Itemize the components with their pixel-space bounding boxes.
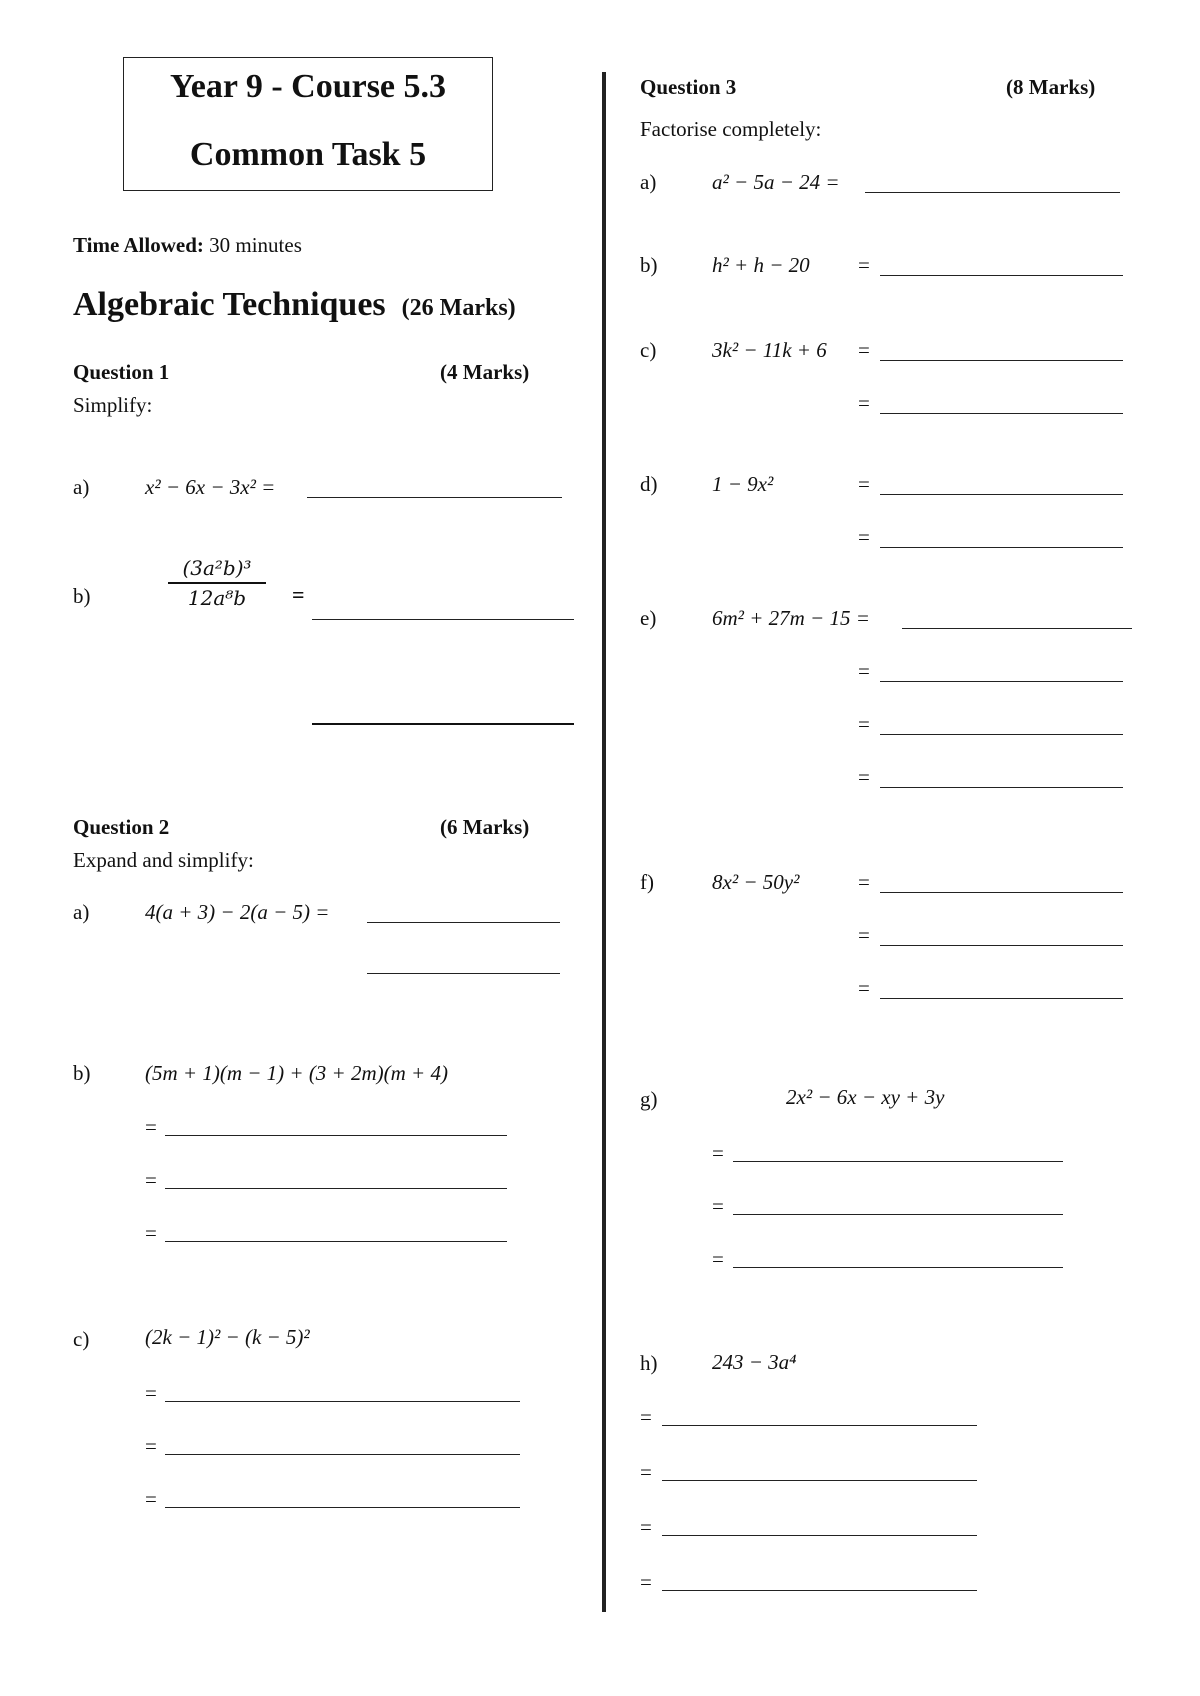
q3-e-answer-line-4[interactable] <box>880 787 1123 788</box>
q1-b-answer-line-1[interactable] <box>312 619 574 620</box>
q2-b-expression: (5m + 1)(m − 1) + (3 + 2m)(m + 4) <box>145 1061 448 1085</box>
q2-b-answer-line-1[interactable] <box>165 1135 507 1136</box>
q3-d-answer-line-1[interactable] <box>880 494 1123 495</box>
q3-c-equals-2: = <box>858 391 870 415</box>
q2-a-answer-line-2[interactable] <box>367 973 560 974</box>
q2-a-answer-line-1[interactable] <box>367 922 560 923</box>
q3-e-equals-2: = <box>858 659 870 683</box>
q3-title: Question 3 <box>640 75 737 99</box>
q1-b-denominator: 12a⁸b <box>187 586 247 610</box>
q3-e-equals-3: = <box>858 712 870 736</box>
q3-h-answer-line-3[interactable] <box>662 1535 977 1536</box>
q3-a-expression: a² − 5a − 24 = <box>712 170 840 194</box>
q2-marks: (6 Marks) <box>440 815 530 839</box>
q2-c-answer-line-3[interactable] <box>165 1507 520 1508</box>
q3-b-expression: h² + h − 20 <box>712 253 810 277</box>
course-title: Year 9 - Course 5.3 <box>169 68 447 105</box>
q3-e-answer-line-3[interactable] <box>880 734 1123 735</box>
q1-a-label: a) <box>73 475 90 499</box>
q3-e-answer-line-2[interactable] <box>880 681 1123 682</box>
q3-marks: (8 Marks) <box>1006 75 1096 99</box>
q2-c-label: c) <box>73 1327 90 1351</box>
q2-c-equals-2: = <box>145 1434 157 1458</box>
q3-f-equals-3: = <box>858 976 870 1000</box>
q3-c-answer-line-1[interactable] <box>880 360 1123 361</box>
q2-c-answer-line-1[interactable] <box>165 1401 520 1402</box>
q2-b-equals-2: = <box>145 1168 157 1192</box>
q3-b-label: b) <box>640 253 658 277</box>
time-allowed <box>73 233 302 258</box>
q2-c-equals-1: = <box>145 1381 157 1405</box>
q3-b-equals: = <box>858 253 870 277</box>
q1-marks: (4 Marks) <box>440 360 530 384</box>
q3-f-equals-1: = <box>858 870 870 894</box>
q2-title: Question 2 <box>73 815 170 839</box>
q1-instruction: Simplify: <box>73 393 153 417</box>
q2-b-answer-line-2[interactable] <box>165 1188 507 1189</box>
column-divider <box>602 72 606 1612</box>
q2-instruction: Expand and simplify: <box>73 848 254 872</box>
q3-e-label: e) <box>640 606 657 630</box>
q2-b-label: b) <box>73 1061 91 1085</box>
q3-b-answer-line[interactable] <box>880 275 1123 276</box>
q3-f-equals-2: = <box>858 923 870 947</box>
q3-g-answer-line-2[interactable] <box>733 1214 1063 1215</box>
q3-g-expression: 2x² − 6x − xy + 3y <box>786 1085 945 1109</box>
q3-h-equals-1: = <box>640 1405 652 1429</box>
q2-c-equals-3: = <box>145 1487 157 1511</box>
q1-a-expression: x² − 6x − 3x² = <box>145 475 276 499</box>
q3-d-expression: 1 − 9x² <box>712 472 774 496</box>
page-heading <box>73 286 516 324</box>
q3-h-equals-3: = <box>640 1515 652 1539</box>
q3-h-answer-line-1[interactable] <box>662 1425 977 1426</box>
q3-c-expression: 3k² − 11k + 6 <box>712 338 827 362</box>
q1-b-numerator: (3a²b)³ <box>182 556 252 580</box>
q3-g-answer-line-3[interactable] <box>733 1267 1063 1268</box>
q3-e-equals-4: = <box>858 765 870 789</box>
q3-e-expression: 6m² + 27m − 15 = <box>712 606 870 630</box>
q1-a-answer-line[interactable] <box>307 497 562 498</box>
q1-b-label: b) <box>73 584 91 608</box>
q3-d-label: d) <box>640 472 658 496</box>
q3-h-label: h) <box>640 1351 658 1375</box>
q3-d-answer-line-2[interactable] <box>880 547 1123 548</box>
time-allowed-label: Time Allowed: <box>73 233 204 257</box>
q1-b-fraction <box>168 556 266 610</box>
task-title: Common Task 5 <box>189 136 427 173</box>
q3-a-answer-line[interactable] <box>865 192 1120 193</box>
q3-f-answer-line-1[interactable] <box>880 892 1123 893</box>
q3-h-equals-4: = <box>640 1570 652 1594</box>
q3-c-equals-1: = <box>858 338 870 362</box>
q2-a-label: a) <box>73 900 90 924</box>
q3-h-answer-line-2[interactable] <box>662 1480 977 1481</box>
q1-b-answer-line-2[interactable] <box>312 723 574 725</box>
q2-c-answer-line-2[interactable] <box>165 1454 520 1455</box>
q3-e-answer-line-1[interactable] <box>902 628 1132 629</box>
q3-a-label: a) <box>640 170 657 194</box>
q3-d-equals-2: = <box>858 525 870 549</box>
q2-b-equals-3: = <box>145 1221 157 1245</box>
q3-g-label: g) <box>640 1087 658 1111</box>
time-allowed-value: 30 minutes <box>209 233 302 257</box>
heading-marks: (26 Marks) <box>401 295 516 321</box>
q2-b-answer-line-3[interactable] <box>165 1241 507 1242</box>
q3-c-answer-line-2[interactable] <box>880 413 1123 414</box>
q3-g-answer-line-1[interactable] <box>733 1161 1063 1162</box>
q3-f-answer-line-3[interactable] <box>880 998 1123 999</box>
q3-g-equals-1: = <box>712 1141 724 1165</box>
q3-h-expression: 243 − 3a⁴ <box>712 1350 797 1374</box>
q2-c-expression: (2k − 1)² − (k − 5)² <box>145 1325 310 1349</box>
q3-f-answer-line-2[interactable] <box>880 945 1123 946</box>
q3-instruction: Factorise completely: <box>640 117 822 141</box>
q3-f-label: f) <box>640 870 654 894</box>
q3-g-equals-3: = <box>712 1247 724 1271</box>
q3-g-equals-2: = <box>712 1194 724 1218</box>
q3-c-label: c) <box>640 338 657 362</box>
q3-h-answer-line-4[interactable] <box>662 1590 977 1591</box>
q3-h-equals-2: = <box>640 1460 652 1484</box>
heading-text: Algebraic Techniques <box>73 286 386 323</box>
q1-b-equals: = <box>292 582 305 607</box>
title-box <box>123 57 493 191</box>
q3-d-equals-1: = <box>858 472 870 496</box>
q2-b-equals-1: = <box>145 1115 157 1139</box>
q2-a-expression: 4(a + 3) − 2(a − 5) = <box>145 900 330 924</box>
q1-title: Question 1 <box>73 360 170 384</box>
q3-f-expression: 8x² − 50y² <box>712 870 800 894</box>
